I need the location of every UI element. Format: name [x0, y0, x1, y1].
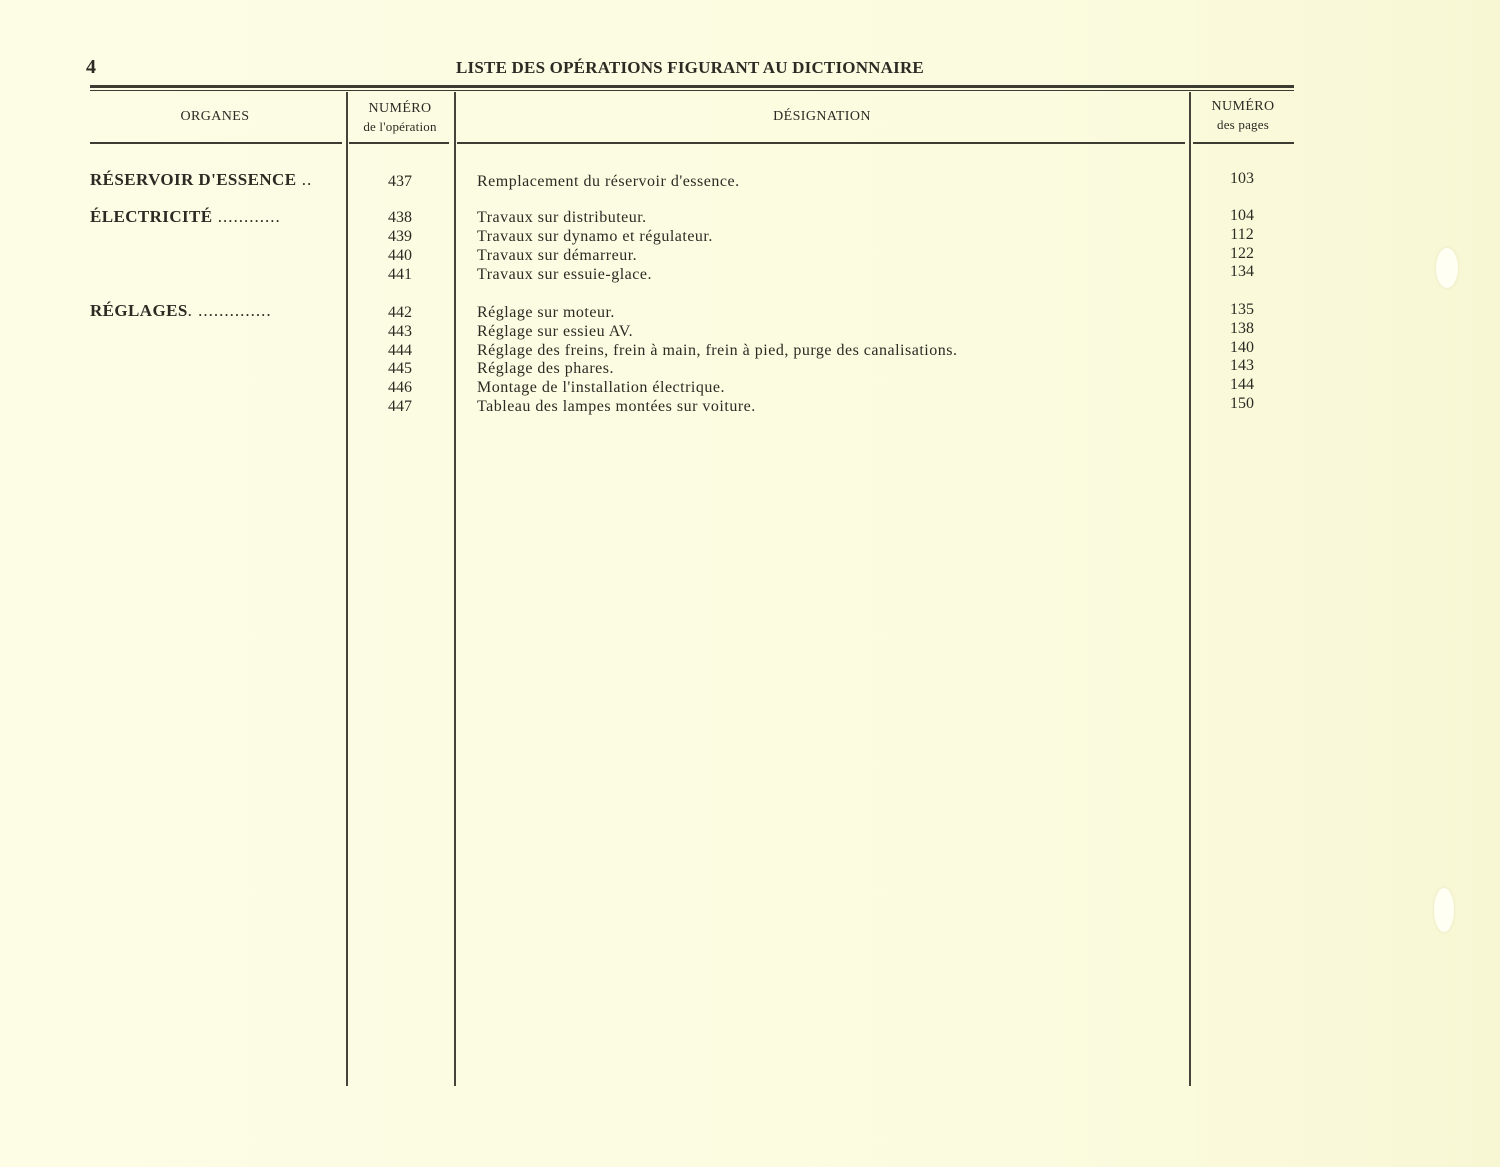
operation-designation: Réglage des phares.	[477, 360, 615, 377]
top-rule-thick	[90, 85, 1294, 88]
header-numero-operation-line2: de l'opération	[363, 119, 437, 134]
operation-designation: Tableau des lampes montées sur voiture.	[477, 398, 756, 415]
operation-number: 442	[388, 304, 412, 321]
operation-number: 444	[388, 342, 412, 359]
page-reference: 135	[1230, 301, 1254, 318]
operation-number: 438	[388, 209, 412, 226]
operation-designation: Réglage des freins, frein à main, frein à pied, purge des canalisations.	[477, 342, 958, 359]
operation-designation: Travaux sur dynamo et régulateur.	[477, 228, 713, 245]
operation-number: 443	[388, 323, 412, 340]
operation-number: 440	[388, 247, 412, 264]
operation-designation: Travaux sur essuie-glace.	[477, 266, 652, 283]
page-reference: 112	[1230, 226, 1254, 243]
header-rule-designation	[457, 142, 1185, 144]
organe-label: ÉLECTRICITÉ	[90, 207, 213, 226]
header-numero-operation	[348, 100, 452, 136]
page-ref-row	[0, 319, 1500, 338]
operation-designation: Remplacement du réservoir d'essence.	[477, 173, 740, 190]
page-ref-row	[0, 206, 1500, 225]
operation-number: 445	[388, 360, 412, 377]
page-ref-row	[0, 262, 1500, 281]
operation-designation: Réglage sur moteur.	[477, 304, 615, 321]
operation-number: 441	[388, 266, 412, 283]
page-reference: 143	[1230, 357, 1254, 374]
header-numero-pages-line2: des pages	[1217, 117, 1269, 132]
organe-label: RÉSERVOIR D'ESSENCE	[90, 170, 297, 189]
dot-leader: . ..............	[187, 301, 272, 320]
header-rule-pages	[1193, 142, 1294, 144]
page-reference: 122	[1230, 245, 1254, 262]
page-reference: 138	[1230, 320, 1254, 337]
header-rule-op	[349, 142, 449, 144]
punch-hole-mark	[1436, 248, 1458, 288]
page-ref-row	[0, 300, 1500, 319]
page-ref-row	[0, 394, 1500, 413]
operation-designation: Travaux sur démarreur.	[477, 247, 638, 264]
page-ref-row	[0, 356, 1500, 375]
page-ref-row	[0, 169, 1500, 188]
header-designation: DÉSIGNATION	[773, 109, 871, 124]
page-reference: 104	[1230, 207, 1254, 224]
operation-number: 439	[388, 228, 412, 245]
page-ref-row	[0, 225, 1500, 244]
page-number: 4	[86, 56, 96, 78]
header-numero-pages-line1: NUMÉRO	[1211, 99, 1275, 114]
page-ref-row	[0, 338, 1500, 357]
organe-label: RÉGLAGES	[90, 301, 188, 320]
header-numero-operation-line1: NUMÉRO	[368, 101, 432, 116]
page-reference: 134	[1230, 263, 1254, 280]
operation-number: 446	[388, 379, 412, 396]
operation-designation: Montage de l'installation électrique.	[477, 379, 725, 396]
page-reference: 144	[1230, 376, 1254, 393]
operation-designation: Travaux sur distributeur.	[477, 209, 647, 226]
punch-hole-mark	[1434, 888, 1454, 932]
page-reference: 103	[1230, 170, 1254, 187]
header-organes: ORGANES	[180, 109, 250, 124]
page-reference: 150	[1230, 395, 1254, 412]
header-numero-pages	[1192, 98, 1294, 134]
header-rule-organes	[90, 142, 342, 144]
page-title: LISTE DES OPÉRATIONS FIGURANT AU DICTIONNAIRE	[456, 58, 924, 77]
page-ref-row	[0, 375, 1500, 394]
operation-number: 437	[388, 173, 412, 190]
page-ref-row	[0, 244, 1500, 263]
operation-number: 447	[388, 398, 412, 415]
page-reference: 140	[1230, 339, 1254, 356]
top-rule-thin	[90, 90, 1294, 91]
operation-designation: Réglage sur essieu AV.	[477, 323, 634, 340]
dot-leader: ..	[296, 170, 313, 189]
dot-leader: ............	[212, 207, 281, 226]
